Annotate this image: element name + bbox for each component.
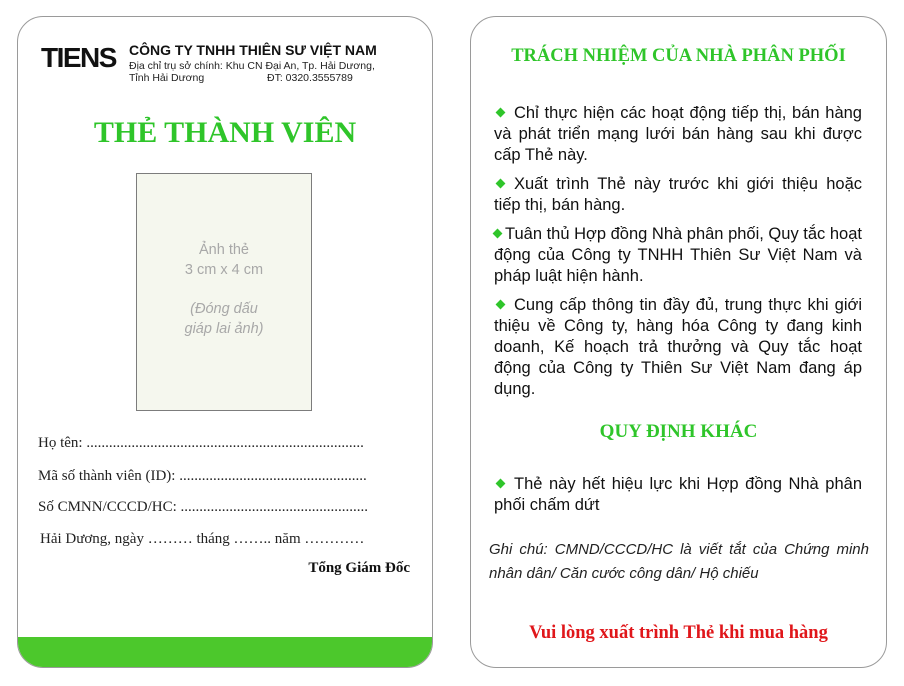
responsibility-text-4: Cung cấp thông tin đầy đủ, trung thực khi giới thiệu về Công ty, hàng hóa Công ty đang kinh doanh, Kế hoạch trả thưởng và Quy tắc hoạt động của Công ty Thiên Sư Việt Nam đang áp dụng. xyxy=(494,296,862,398)
diamond-bullet-icon xyxy=(496,300,506,310)
photo-stamp-note-2: giáp lai ảnh) xyxy=(184,321,264,337)
present-card-message: Vui lòng xuất trình Thẻ khi mua hàng xyxy=(529,623,828,643)
field-id-card: Số CMNN/CCCD/HC: .................................................. xyxy=(38,499,369,515)
field-member-id: Mã số thành viên (ID): .................................................. xyxy=(38,468,367,484)
responsibility-item-3 xyxy=(494,224,862,287)
company-name: CÔNG TY TNHH THIÊN SƯ VIỆT NAM xyxy=(129,42,377,58)
date-line: Hải Dương, ngày ……… tháng …….. năm ………… xyxy=(40,531,365,547)
member-card-front xyxy=(17,16,433,668)
photo-size: 3 cm x 4 cm xyxy=(184,262,264,278)
distributor-responsibility-title: TRÁCH NHIỆM CỦA NHÀ PHÂN PHỐI xyxy=(511,46,846,66)
address-province: Tỉnh Hải Dương xyxy=(129,72,205,84)
director-signature-label: Tổng Giám Đốc xyxy=(308,560,410,576)
member-card-back xyxy=(470,16,887,668)
field-full-name: Họ tên: .......................................................................... xyxy=(38,435,364,451)
photo-placeholder xyxy=(136,173,312,411)
photo-stamp-note-1: (Đóng dấu xyxy=(190,301,258,317)
address-line-2 xyxy=(129,72,424,84)
other-rules-title: QUY ĐỊNH KHÁC xyxy=(599,421,758,442)
responsibility-text-3: Tuân thủ Hợp đồng Nhà phân phối, Quy tắc hoạt động của Công ty TNHH Thiên Sư Việt Nam và pháp luật hiện hành. xyxy=(494,225,862,285)
address-line-1: Địa chỉ trụ sở chính: Khu CN Đại An, Tp. Hải Dương, xyxy=(129,60,375,72)
card-title: THẺ THÀNH VIÊN xyxy=(93,116,357,149)
diamond-bullet-icon xyxy=(496,108,506,118)
photo-label: Ảnh thẻ xyxy=(199,242,249,258)
tiens-logo: TIENS xyxy=(41,42,116,73)
responsibility-item-4 xyxy=(494,295,862,400)
diamond-bullet-icon xyxy=(493,229,503,239)
diamond-bullet-icon xyxy=(496,479,506,489)
diamond-bullet-icon xyxy=(496,179,506,189)
company-address xyxy=(129,60,424,84)
responsibility-text-1: Chỉ thực hiện các hoạt động tiếp thị, bán hàng và phát triển mạng lưới bán hàng sau khi được cấp Thẻ này. xyxy=(494,104,862,164)
green-footer-strip xyxy=(18,637,432,667)
responsibility-text-2: Xuất trình Thẻ này trước khi giới thiệu hoặc tiếp thị, bán hàng. xyxy=(494,175,862,214)
responsibility-item-2 xyxy=(494,174,862,216)
responsibility-item-1 xyxy=(494,103,862,166)
company-phone: ĐT: 0320.3555789 xyxy=(267,72,353,84)
abbreviation-note: Ghi chú: CMND/CCCD/HC là viết tắt của Chứng minh nhân dân/ Căn cước công dân/ Hộ chiếu xyxy=(489,541,869,582)
other-rule-item-1 xyxy=(494,474,862,516)
other-rule-text-1: Thẻ này hết hiệu lực khi Hợp đồng Nhà phân phối chấm dứt xyxy=(494,475,862,514)
